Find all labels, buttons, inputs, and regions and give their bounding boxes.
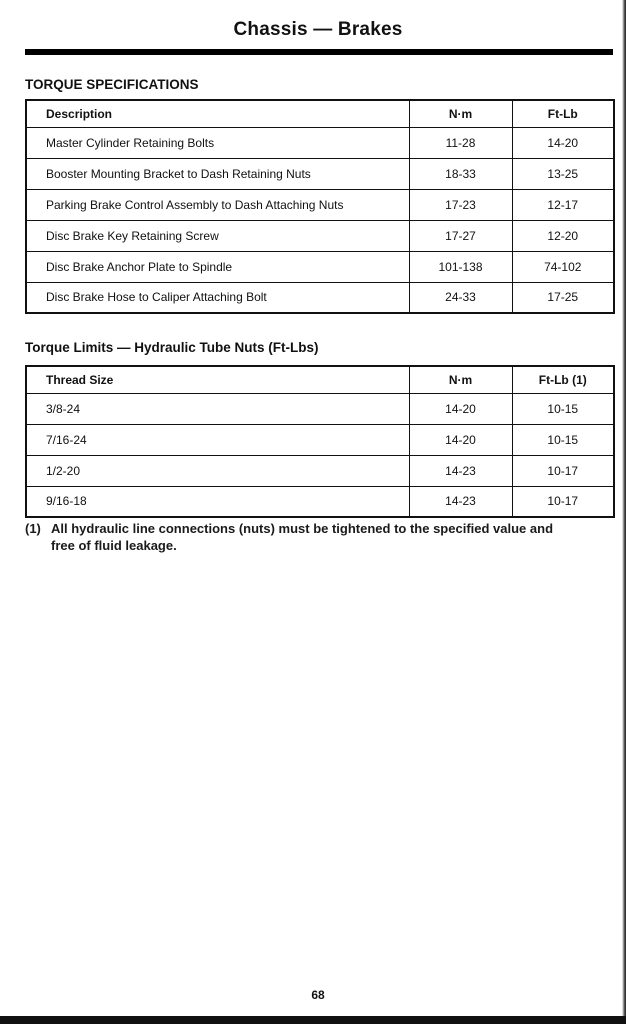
table-row (26, 455, 614, 486)
cell-nm: 24-33 (409, 282, 512, 313)
page-edge-shadow (622, 0, 626, 1024)
column-header-ftlb: Ft-Lb (512, 100, 614, 127)
cell-description: Disc Brake Key Retaining Screw (26, 220, 409, 251)
footnote-text-2: free of fluid leakage. (51, 538, 177, 553)
cell-ftlb: 12-17 (512, 189, 614, 220)
cell-nm: 14-20 (409, 393, 512, 424)
footnote-line-1 (25, 520, 617, 537)
table-row (26, 393, 614, 424)
cell-nm: 17-27 (409, 220, 512, 251)
cell-nm: 14-20 (409, 424, 512, 455)
cell-nm: 18-33 (409, 158, 512, 189)
footnote-text-1: All hydraulic line connections (nuts) must be tightened to the specified value and (51, 521, 554, 536)
cell-thread-size: 1/2-20 (26, 455, 409, 486)
page-number: 68 (311, 988, 325, 1002)
cell-ftlb: 10-17 (512, 486, 614, 517)
table-row (26, 486, 614, 517)
title-rule (25, 49, 613, 55)
cell-description: Parking Brake Control Assembly to Dash Attaching Nuts (26, 189, 409, 220)
table-header-row (26, 366, 614, 393)
torque-specs-table (25, 99, 615, 314)
torque-limits-heading: Torque Limits — Hydraulic Tube Nuts (Ft-Lbs) (25, 340, 319, 355)
table-row (26, 158, 614, 189)
cell-thread-size: 7/16-24 (26, 424, 409, 455)
table-header-row (26, 100, 614, 127)
cell-ftlb: 10-15 (512, 424, 614, 455)
cell-nm: 17-23 (409, 189, 512, 220)
cell-thread-size: 9/16-18 (26, 486, 409, 517)
column-header-thread-size: Thread Size (26, 366, 409, 393)
cell-nm: 101-138 (409, 251, 512, 282)
column-header-nm: N·m (409, 100, 512, 127)
cell-ftlb: 14-20 (512, 127, 614, 158)
table-row (26, 189, 614, 220)
column-header-ftlb: Ft-Lb (1) (512, 366, 614, 393)
cell-description: Disc Brake Anchor Plate to Spindle (26, 251, 409, 282)
column-header-description: Description (26, 100, 409, 127)
bottom-rule (0, 1016, 626, 1024)
column-header-nm: N·m (409, 366, 512, 393)
cell-ftlb: 74-102 (512, 251, 614, 282)
cell-description: Master Cylinder Retaining Bolts (26, 127, 409, 158)
cell-nm: 11-28 (409, 127, 512, 158)
table-row (26, 251, 614, 282)
table-row (26, 127, 614, 158)
table-row (26, 424, 614, 455)
cell-ftlb: 10-15 (512, 393, 614, 424)
cell-ftlb: 17-25 (512, 282, 614, 313)
cell-ftlb: 12-20 (512, 220, 614, 251)
page-title: Chassis — Brakes (233, 19, 403, 40)
cell-description: Disc Brake Hose to Caliper Attaching Bolt (26, 282, 409, 313)
cell-description: Booster Mounting Bracket to Dash Retaining Nuts (26, 158, 409, 189)
table-row (26, 220, 614, 251)
cell-ftlb: 13-25 (512, 158, 614, 189)
table-row (26, 282, 614, 313)
cell-thread-size: 3/8-24 (26, 393, 409, 424)
torque-specs-heading: TORQUE SPECIFICATIONS (25, 77, 199, 92)
footnote-marker: (1) (25, 521, 41, 536)
cell-nm: 14-23 (409, 455, 512, 486)
cell-nm: 14-23 (409, 486, 512, 517)
torque-limits-table (25, 365, 615, 518)
footnote (25, 520, 617, 554)
cell-ftlb: 10-17 (512, 455, 614, 486)
